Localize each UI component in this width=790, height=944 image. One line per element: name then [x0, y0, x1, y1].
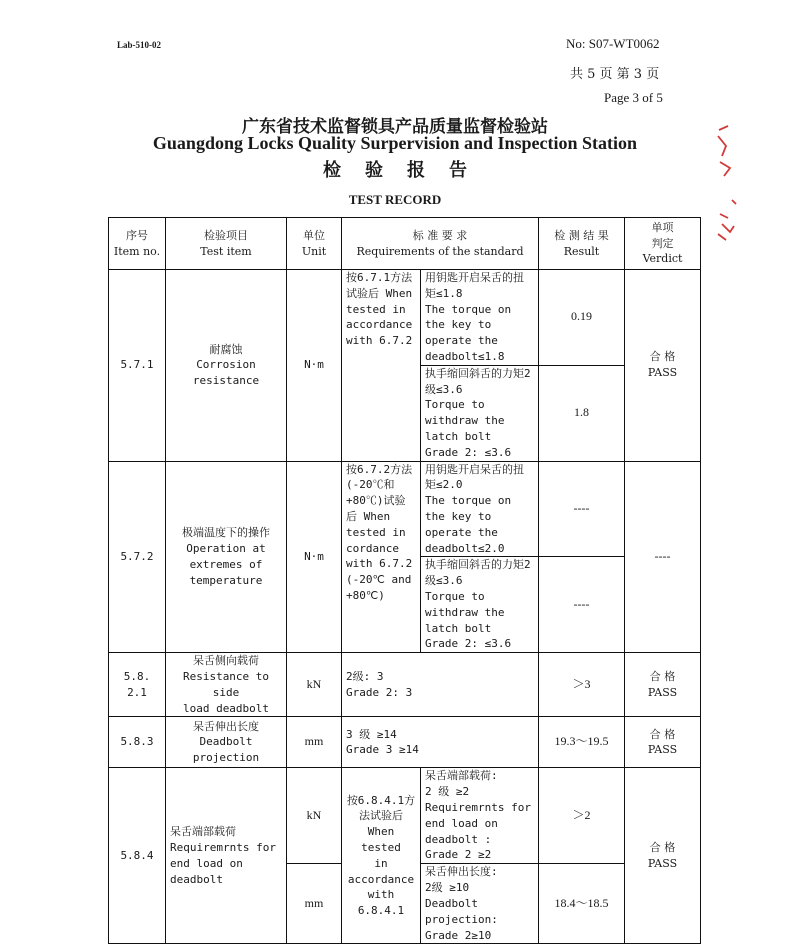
page-count-cn: 共 5 页 第 3 页 — [570, 67, 660, 82]
verdict: ---- — [625, 461, 701, 653]
result-value: 19.3～19.5 — [539, 717, 625, 768]
org-title-en: Guangdong Locks Quality Surpervision and Inspection Station — [152, 133, 638, 153]
red-seal-fragment-icon — [716, 122, 738, 244]
table-row — [109, 717, 701, 768]
unit: N·m — [287, 461, 342, 653]
unit: N·m — [287, 270, 342, 462]
verdict: 合 格 PASS — [625, 653, 701, 717]
result-value: 1.8 — [539, 365, 625, 461]
page-count-en: Page 3 of 5 — [604, 90, 663, 105]
test-record-table — [108, 217, 701, 944]
item-number: 5.7.1 — [109, 270, 166, 462]
test-item: 极端温度下的操作 Operation at extremes of temperature — [166, 461, 287, 653]
item-number: 5.7.2 — [109, 461, 166, 653]
header-test-item: 检验项目 Test item — [166, 218, 287, 270]
header-item-no: 序号 Item no. — [109, 218, 166, 270]
report-number: No: S07-WT0062 — [566, 36, 660, 51]
unit: mm — [287, 717, 342, 768]
header-unit: 单位 Unit — [287, 218, 342, 270]
test-record-title: TEST RECORD — [348, 192, 442, 207]
item-number: 5.8.4 — [109, 768, 166, 944]
result-value: ＞2 — [539, 768, 625, 864]
result-value: ＞3 — [539, 653, 625, 717]
verdict: 合 格 PASS — [625, 270, 701, 462]
lab-code: Lab-510-02 — [117, 40, 162, 50]
verdict: 合 格 PASS — [625, 768, 701, 944]
table-row — [109, 270, 701, 366]
table-row — [109, 461, 701, 557]
result-value: ---- — [539, 557, 625, 653]
requirement: 2级: 3 Grade 2: 3 — [342, 653, 539, 717]
header-requirements: 标 准 要 求 Requirements of the standard — [342, 218, 539, 270]
item-number: 5.8. 2.1 — [109, 653, 166, 717]
requirement: 执手缩回斜舌的力矩2级≤3.6 Torque to withdraw the latch bolt Grade 2: ≤3.6 — [421, 365, 539, 461]
item-number: 5.8.3 — [109, 717, 166, 768]
result-value: 0.19 — [539, 270, 625, 366]
result-value: 18.4～18.5 — [539, 864, 625, 944]
test-item: 呆舌伸出长度 Deadbolt projection — [166, 717, 287, 768]
test-method: 按6.7.2方法(-20℃和+80℃)试验后 When tested in cordance with 6.7.2 (-20℃ and +80℃) — [342, 461, 421, 653]
verdict: 合 格 PASS — [625, 717, 701, 768]
requirement: 呆舌端部载荷: 2 级 ≥2 Requiremrnts for end load on deadbolt : Grade 2 ≥2 — [421, 768, 539, 864]
requirement: 3 级 ≥14 Grade 3 ≥14 — [342, 717, 539, 768]
test-item: 呆舌侧向载荷 Resistance to side load deadbolt — [166, 653, 287, 717]
header-verdict: 单项 判定 Verdict — [625, 218, 701, 270]
requirement: 用钥匙开启呆舌的扭矩≤2.0 The torque on the key to operate the deadbolt≤2.0 — [421, 461, 539, 557]
requirement: 执手缩回斜舌的力矩2级≤3.6 Torque to withdraw the latch bolt Grade 2: ≤3.6 — [421, 557, 539, 653]
unit: kN — [287, 653, 342, 717]
unit: kN — [287, 768, 342, 864]
result-value: ---- — [539, 461, 625, 557]
table-row — [109, 768, 701, 864]
test-item: 呆舌端部载荷 Requiremrnts for end load on deadbolt — [166, 768, 287, 944]
test-item: 耐腐蚀 Corrosion resistance — [166, 270, 287, 462]
header-row — [109, 218, 701, 270]
test-method: 按6.7.1方法试验后 When tested in accordance with 6.7.2 — [342, 270, 421, 462]
unit: mm — [287, 864, 342, 944]
table-row — [109, 653, 701, 717]
report-title-cn: 检验报告 — [323, 160, 491, 181]
header-result: 检 测 结 果 Result — [539, 218, 625, 270]
org-title-cn: 广东省技术监督锁具产品质量监督检验站 — [242, 117, 548, 137]
requirement: 呆舌伸出长度: 2级 ≥10 Deadbolt projection: Grade 2≥10 — [421, 864, 539, 944]
requirement: 用钥匙开启呆舌的扭矩≤1.8 The torque on the key to operate the deadbolt≤1.8 — [421, 270, 539, 366]
test-method: 按6.8.4.1方法试验后 When tested in accordance with 6.8.4.1 — [342, 768, 421, 944]
